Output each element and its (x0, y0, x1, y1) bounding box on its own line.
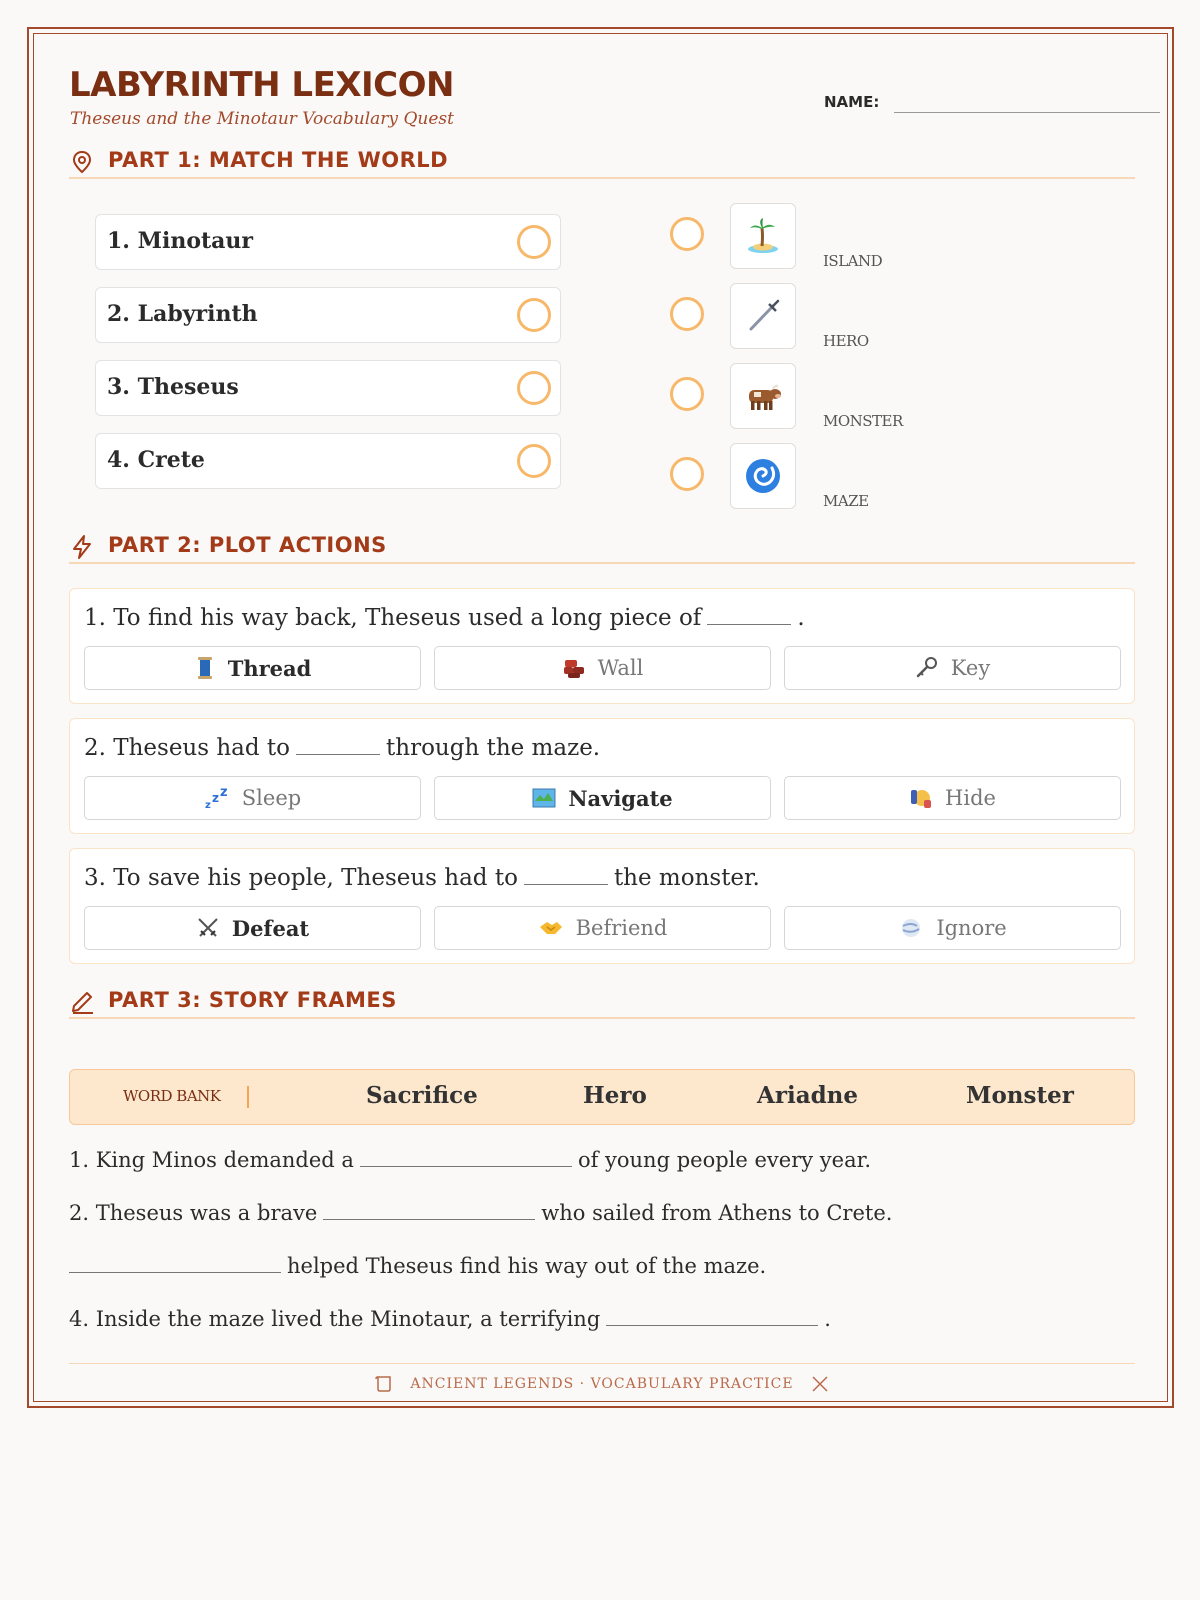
choice-dot[interactable] (670, 457, 704, 491)
term-card (95, 287, 561, 343)
crossed-swords-icon (196, 916, 220, 940)
bull-icon (742, 376, 784, 416)
page-subtitle: Theseus and the Minotaur Vocabulary Quest (70, 109, 454, 129)
part1-heading (69, 147, 1135, 179)
picture-card (730, 363, 796, 429)
sentence-after: . (824, 1307, 831, 1331)
question-card (69, 588, 1135, 704)
footer-text: ANCIENT LEGENDS · VOCABULARY PRACTICE (410, 1376, 794, 1392)
question-card (69, 718, 1135, 834)
word-bank-word: Hero (583, 1082, 647, 1109)
story-sentence (69, 1198, 892, 1225)
footer (69, 1375, 1135, 1393)
hiding-icon (909, 786, 933, 810)
option-button[interactable] (434, 776, 771, 820)
option-label: Thread (227, 655, 312, 681)
term-label: 1. Minotaur (107, 228, 254, 254)
svg-text:z: z (211, 791, 219, 805)
choice-dot[interactable] (670, 217, 704, 251)
dagger-icon (743, 296, 783, 336)
bricks-icon (562, 656, 586, 680)
picture-card (730, 283, 796, 349)
answer-blank[interactable] (606, 1304, 818, 1326)
term-label: 4. Crete (107, 447, 205, 473)
question-text-after: through the maze. (386, 735, 601, 761)
word-bank-word: Monster (966, 1082, 1074, 1109)
option-button[interactable] (434, 906, 771, 950)
answer-blank[interactable] (360, 1145, 572, 1167)
part1-heading-text: PART 1: MATCH THE WORLD (108, 148, 449, 172)
sentence-after: of young people every year. (577, 1148, 871, 1172)
part2-heading (69, 532, 1135, 564)
svg-text:z: z (204, 800, 211, 810)
crossed-swords-icon (810, 1375, 830, 1393)
word-bank-word: Sacrifice (366, 1082, 478, 1109)
sentence-after: who sailed from Athens to Crete. (541, 1201, 893, 1225)
part2-heading-text: PART 2: PLOT ACTIONS (108, 533, 387, 557)
option-label: Befriend (575, 916, 668, 940)
worksheet (27, 27, 1174, 1408)
page-title: LABYRINTH LEXICON (69, 65, 454, 105)
key-icon (915, 656, 939, 680)
map-icon (532, 787, 556, 809)
pencil-icon (69, 989, 95, 1015)
name-label: NAME: (824, 93, 880, 111)
choice-dot[interactable] (670, 377, 704, 411)
palm-island-icon (743, 216, 783, 256)
option-label: Hide (945, 786, 996, 810)
option-button[interactable] (84, 646, 421, 690)
option-button[interactable] (784, 906, 1121, 950)
choice-dot[interactable] (670, 297, 704, 331)
match-dot[interactable] (517, 371, 551, 405)
spiral-icon (743, 456, 783, 496)
scroll-icon (374, 1375, 394, 1393)
option-button[interactable] (784, 646, 1121, 690)
word-bank-word: Ariadne (757, 1082, 859, 1109)
word-bank-divider (247, 1086, 249, 1108)
story-sentence (63, 1251, 766, 1278)
zzz-icon (204, 786, 230, 810)
term-card (95, 433, 561, 489)
term-label: 2. Labyrinth (107, 301, 258, 327)
story-sentence (69, 1145, 871, 1172)
question-text-before: 2. Theseus had to (84, 735, 291, 761)
footer-divider (69, 1363, 1135, 1364)
svg-text:z: z (219, 786, 228, 800)
story-sentence (69, 1304, 831, 1331)
option-label: Ignore (936, 916, 1007, 940)
sentence-before: 2. Theseus was a brave (69, 1201, 318, 1225)
term-card (95, 360, 561, 416)
answer-blank[interactable] (524, 884, 608, 885)
picture-label: ISLAND (823, 252, 883, 270)
match-dot[interactable] (517, 444, 551, 478)
term-card (95, 214, 561, 270)
term-label: 3. Theseus (107, 374, 239, 400)
picture-card (730, 443, 796, 509)
sentence-before: 4. Inside the maze lived the Minotaur, a terrifying (69, 1307, 601, 1331)
question-text-after: . (797, 605, 805, 631)
part3-heading-text: PART 3: STORY FRAMES (108, 988, 397, 1012)
word-bank-label: WORD BANK (123, 1087, 221, 1105)
part3-heading (69, 987, 1135, 1019)
answer-blank[interactable] (296, 754, 380, 755)
option-button[interactable] (434, 646, 771, 690)
answer-blank[interactable] (707, 624, 791, 625)
question-text (84, 865, 760, 891)
question-text-before: 3. To save his people, Theseus had to (84, 865, 518, 891)
map-pin-icon (69, 149, 95, 175)
picture-label: HERO (823, 332, 869, 350)
sentence-before: 1. King Minos demanded a (69, 1148, 354, 1172)
name-field[interactable] (894, 112, 1160, 113)
handshake-icon (538, 917, 564, 939)
match-dot[interactable] (517, 225, 551, 259)
match-dot[interactable] (517, 298, 551, 332)
sentence-after: helped Theseus find his way out of the maze. (287, 1254, 767, 1278)
option-label: Wall (597, 656, 644, 680)
lightning-icon (69, 534, 95, 560)
option-label: Key (950, 656, 991, 680)
option-button[interactable] (84, 776, 421, 820)
wind-icon (898, 916, 924, 940)
question-text-after: the monster. (613, 865, 760, 891)
question-card (69, 848, 1135, 964)
option-label: Navigate (568, 785, 673, 811)
word-bank (69, 1069, 1135, 1125)
question-text-before: 1. To find his way back, Theseus used a long piece of (84, 605, 702, 631)
picture-label: MAZE (823, 492, 869, 510)
option-label: Defeat (231, 915, 310, 941)
picture-label: MONSTER (823, 412, 903, 430)
spool-icon (194, 656, 216, 680)
option-button[interactable] (84, 906, 421, 950)
option-button[interactable] (784, 776, 1121, 820)
answer-blank[interactable] (69, 1251, 281, 1273)
question-text (84, 735, 600, 761)
picture-card (730, 203, 796, 269)
answer-blank[interactable] (323, 1198, 535, 1220)
question-text (84, 605, 805, 631)
option-label: Sleep (241, 786, 302, 810)
